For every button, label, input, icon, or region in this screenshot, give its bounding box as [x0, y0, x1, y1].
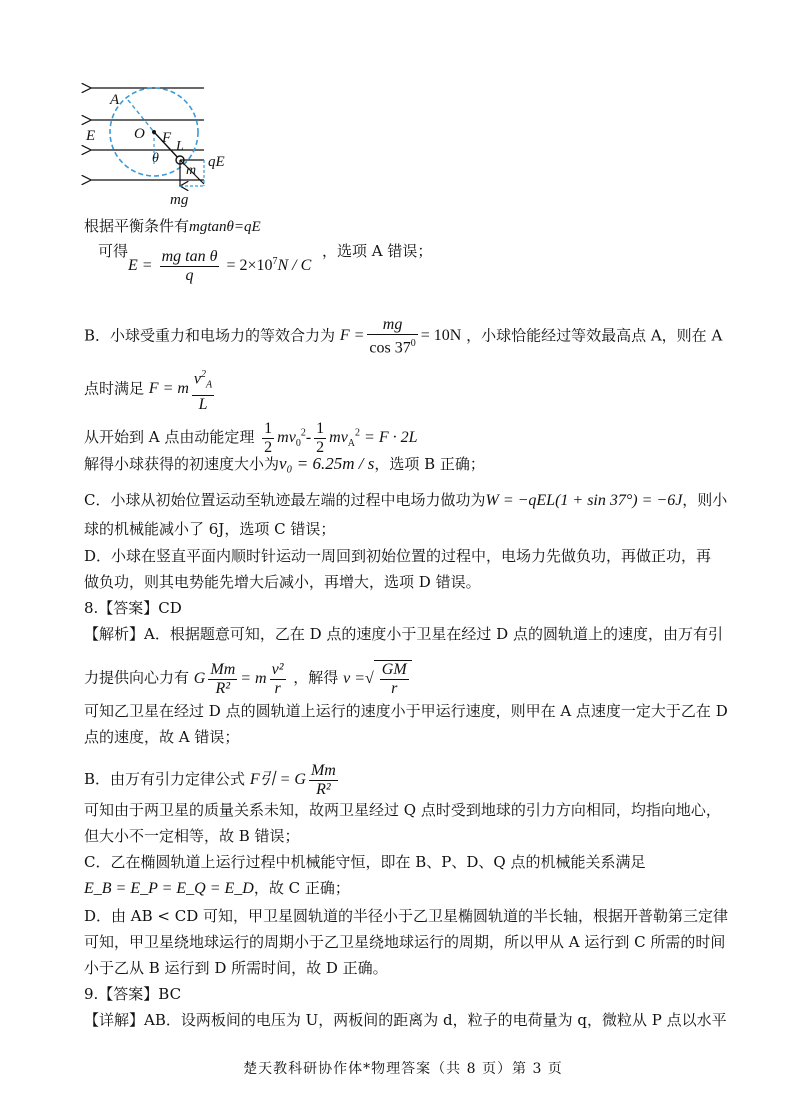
degree: 0	[410, 338, 416, 349]
text-segment: B．小球受重力和电场力的等效合力为	[84, 326, 336, 345]
text-segment: C．小球从初始位置运动至轨迹最左端的过程中电场力做功为	[84, 491, 486, 509]
label-mg: mg	[170, 192, 189, 208]
text-line	[84, 660, 412, 698]
text-line	[84, 420, 418, 457]
fraction	[309, 762, 338, 799]
text-line: D．由 AB < CD 可知，甲卫星圆轨道的半径小于乙卫星椭圆轨道的半长轴，根据开普勒第三定律	[84, 907, 729, 925]
text-segment: ，故 C 正确；	[253, 879, 350, 897]
text-segment: ，小球恰能经过等效最高点 A，则在 A	[466, 326, 723, 345]
text-line	[98, 241, 128, 261]
fraction	[192, 366, 214, 414]
math-result: = 2×10	[226, 257, 273, 275]
text-line: 点的速度，故 A 错误；	[84, 728, 240, 746]
fraction	[380, 661, 409, 698]
text-line: 【详解】AB．设两板间的电压为 U，两板间的距离为 d，粒子的电荷量为 q，微粒从 P 点以水平	[84, 1011, 727, 1029]
text-line: C．乙在椭圆轨道上运行过程中机械能守恒，即在 B、P、D、Q 点的机械能关系满足	[84, 853, 646, 871]
numerator: GM	[381, 661, 407, 678]
math-symbol: = m	[240, 669, 267, 687]
denominator: R²	[316, 781, 331, 798]
label-f: F	[162, 130, 172, 146]
denominator: L	[198, 395, 208, 413]
math-symbol: F引 = G	[249, 771, 306, 789]
formula	[249, 762, 341, 798]
text-line: 可知由于两卫星的质量关系未知，故两卫星经过 Q 点时受到地球的引力方向相同，均指向地心，	[84, 801, 721, 819]
text-line: 可知乙卫星在经过 D 点的圆轨道上运行的速度小于甲运行速度，则甲在 A 点速度一定大于乙在 D	[84, 702, 728, 720]
math-result: = 10N	[420, 327, 462, 345]
text-line: 【解析】A．根据题意可知，乙在 D 点的速度小于卫星在经过 D 点的圆轨道上的速度，由万有引	[84, 625, 723, 643]
math-term: mv	[277, 429, 296, 447]
text-line: 小于乙从 B 运行到 D 所需时间，故 D 正确。	[84, 959, 388, 977]
numerator: $v^2_A$	[192, 366, 214, 396]
text-line	[84, 316, 722, 357]
square-root	[374, 660, 412, 698]
text-line: 球的机械能减小了 6J，选项 C 错误；	[84, 520, 336, 538]
text-segment: 从开始到 A 点由动能定理	[84, 428, 255, 447]
text-segment: ，选项 B 正确；	[374, 455, 485, 473]
math-symbol: F = m	[148, 380, 189, 398]
text-line	[84, 454, 485, 474]
fraction	[208, 661, 237, 698]
numerator: mg	[367, 316, 417, 335]
formula-f	[339, 316, 462, 357]
numerator: v²	[271, 660, 284, 678]
label-e: E	[86, 128, 96, 144]
fraction	[367, 316, 417, 357]
fraction	[160, 248, 220, 285]
text-line	[84, 490, 727, 511]
label-qe: qE	[208, 154, 225, 170]
text-line	[84, 762, 341, 799]
denominator: r	[391, 680, 398, 697]
formula: $\frac{1}{2}$ $mv_0^2-$ $\frac{1}{2}$ $mv_A^2 = F \cdot 2L$	[264, 420, 418, 456]
exponent: 7	[272, 255, 278, 267]
text-line: D．小球在竖直平面内顺时针运动一周回到初始位置的过程中，电场力先做负功，再做正功，再	[84, 547, 712, 565]
fraction: $\frac{1}{2}$	[264, 420, 273, 456]
text-segment: 点时满足	[84, 379, 145, 398]
text-line: 但大小不一定相等，故 B 错误；	[84, 827, 300, 845]
text-segment: B．由万有引力定律公式	[84, 770, 246, 789]
math-inline: v₀ = 6.25m / s	[279, 454, 375, 473]
unit: N / C	[277, 257, 312, 275]
math-symbol: E =	[128, 257, 153, 275]
label-theta: θ	[152, 151, 159, 166]
text-line	[84, 878, 350, 899]
formula: v =√ $\frac{GM}{r}$	[343, 670, 412, 687]
math-inline: mgtanθ=qE	[189, 219, 261, 235]
text-line	[84, 366, 217, 414]
denominator: q	[185, 267, 194, 284]
text-segment: ，解得	[293, 668, 339, 687]
math-inline: W = −qEL(1 + sin 37°) = −6J	[485, 492, 683, 509]
text-segment: 解得小球获得的初速度大小为	[84, 455, 280, 473]
math-result: = F · 2L	[364, 429, 418, 447]
text-segment: ，则小	[682, 491, 728, 509]
answer-heading: 8.【答案】CD	[84, 599, 182, 617]
page-footer: 楚天教科研协作体*物理答案（共 8 页）第 3 页	[243, 1061, 563, 1077]
formula-e	[128, 248, 311, 285]
label-o: O	[134, 126, 145, 142]
label-m: m	[186, 163, 197, 178]
math-inline: E_B = E_P = E_Q = E_D	[84, 880, 254, 897]
center-point	[152, 130, 156, 134]
math-term: mv	[329, 429, 348, 447]
numerator: mg tan θ	[161, 248, 218, 265]
text-line: 可知，甲卫星绕地球运行的周期小于乙卫星绕地球运行的周期，所以甲从 A 运行到 C 所需的时间	[84, 933, 726, 951]
text-line: 做负功，则其电势能先增大后减小，再增大，选项 D 错误。	[84, 573, 481, 591]
denominator-text: cos 37	[369, 339, 411, 357]
math-symbol: G	[193, 669, 206, 687]
numerator: Mm	[310, 762, 336, 779]
fraction: $\frac{1}{2}$	[316, 420, 325, 456]
label-l: L	[176, 139, 184, 154]
text-segment: 力提供向心力有	[84, 668, 190, 687]
text-segment: ，选项 A 错误；	[322, 242, 433, 260]
math-symbol: v =	[343, 669, 365, 687]
text-line	[84, 216, 261, 237]
denominator	[367, 335, 417, 357]
denominator: r	[274, 679, 281, 697]
math-operator: -	[305, 429, 312, 447]
answer-heading: 9.【答案】BC	[84, 985, 182, 1003]
denominator: R²	[215, 679, 231, 697]
numerator: Mm	[210, 660, 236, 678]
math-symbol: F =	[339, 327, 365, 345]
label-a: A	[110, 92, 120, 108]
formula	[193, 660, 289, 697]
formula	[148, 369, 217, 413]
fraction	[270, 661, 286, 698]
velocity: v	[193, 370, 202, 388]
text-segment: 根据平衡条件有	[84, 217, 190, 235]
electric-field-diagram	[80, 76, 240, 216]
text-segment: 可得	[98, 242, 129, 260]
